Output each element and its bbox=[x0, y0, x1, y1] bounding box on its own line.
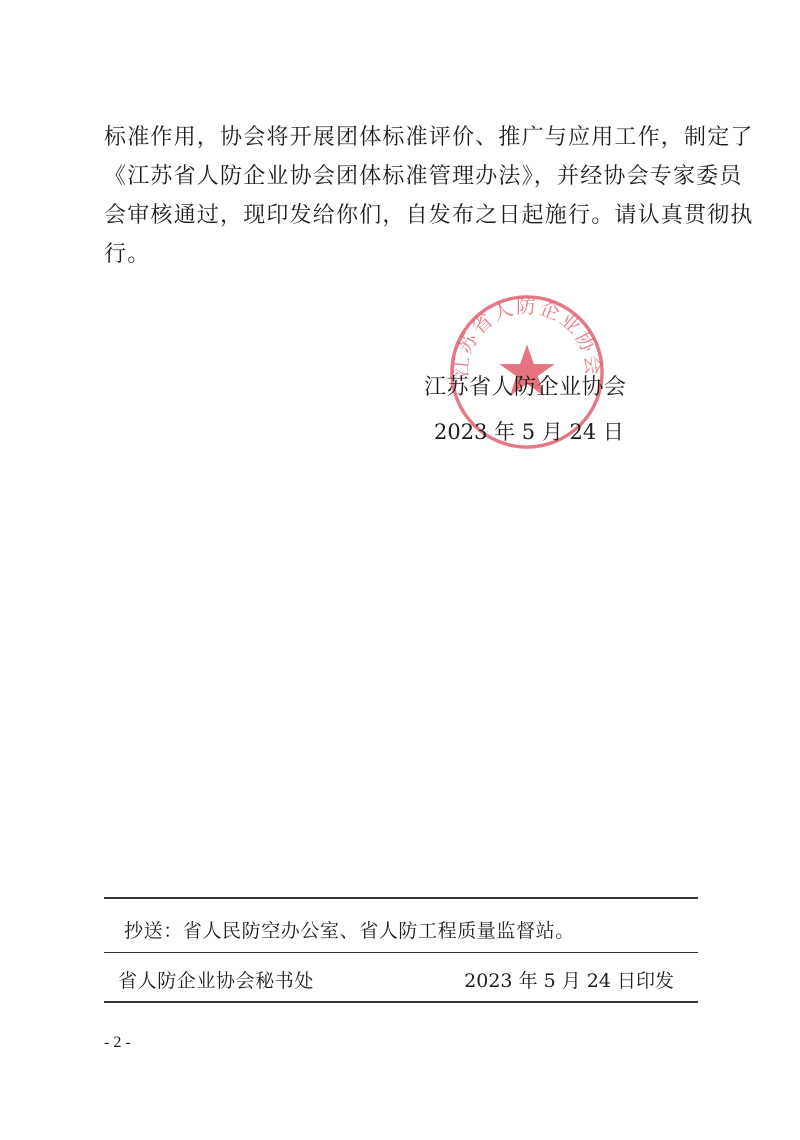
body-paragraph bbox=[104, 118, 754, 274]
cc-recipients: 抄送：省人民防空办公室、省人防工程质量监督站。 bbox=[124, 920, 575, 942]
footer-top-rule bbox=[104, 897, 698, 899]
issuing-office: 省人防企业协会秘书处 bbox=[118, 970, 315, 992]
body-line: 会审核通过，现印发给你们，自发布之日起施行。请认真贯彻执 bbox=[104, 203, 754, 228]
svg-text:江苏省人防企业协会: 江苏省人防企业协会 bbox=[449, 295, 605, 378]
footer-bottom-rule bbox=[104, 1001, 698, 1003]
signature-date: 2023 年 5 月 24 日 bbox=[434, 420, 624, 444]
page-number: - 2 - bbox=[104, 1034, 131, 1051]
body-line: 行。 bbox=[104, 242, 151, 267]
issue-date: 2023 年 5 月 24 日印发 bbox=[464, 970, 674, 992]
body-line: 标准作用，协会将开展团体标准评价、推广与应用工作，制定了 bbox=[104, 125, 754, 150]
footer-middle-rule bbox=[104, 952, 698, 953]
body-line: 《江苏省人防企业协会团体标准管理办法》，并经协会专家委员 bbox=[104, 164, 743, 189]
signer-organization: 江苏省人防企业协会 bbox=[424, 375, 627, 400]
